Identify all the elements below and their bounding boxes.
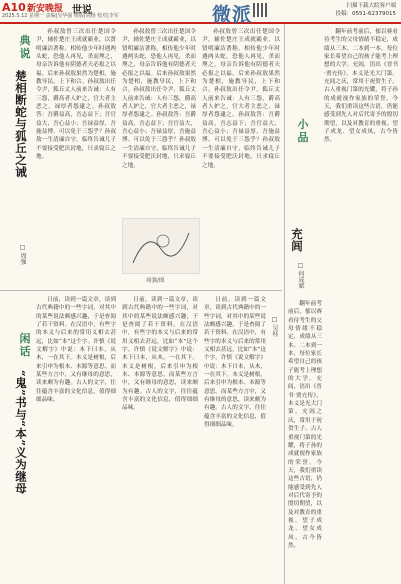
qr-code-icon[interactable]: [253, 3, 267, 17]
article-headline: 充闾: [290, 228, 304, 252]
page-number: A10: [2, 1, 26, 14]
illustration-caption: 周强/图: [146, 278, 165, 284]
illustration: [122, 218, 200, 274]
article-headline: “鬼”书与“本”义为继母: [14, 370, 28, 495]
app-promo: [300, 2, 396, 18]
article-body: 翻年前考前后，郁以赛看待考生的父母情绪不稳定，成绩从三本、二本到一本，每位家长希望自己的孩子能考上理想的大学。充闾，语出《晋书·贾充传》，本义是光大门第。充闾之庆，常用于祝贺生子。古人重视门第的光耀，将子孙的成就视作家族的荣誉。今天，我们重读这些古语，仍能感受到先人对后代寄予的殷切期望，以及对教育的重视。望子成龙、望女成凤，古今皆然。: [324, 29, 398, 144]
article-body: 孙叔敖曾三次出任楚国令尹，辅佐楚庄王成就霸业，以贤明廉洁著称。相传他少年时遇两头蛇，恐他人再见，杀而埋之，母亲告诉他有阴德者天必报之以福。后来孙叔敖果然为楚相，施教导民，上下和合。孙叔敖出任令尹，狐丘丈人前来告诫：人有三怨，爵高者人妒之，官大者主恶之，禄厚者怨逮之。孙叔敖答：吾爵益高，吾志益下；吾官益大，吾心益小；吾禄益厚，吾施益博。可以免于三怨乎？孙叔敖一生清廉自守，临终告诫儿子不要接受肥沃封地，只求寝丘之地。: [202, 29, 280, 169]
section-divider: [0, 290, 282, 291]
article-author: □ 周强: [19, 244, 26, 265]
article-author: □ 何成斌: [297, 262, 304, 289]
article-body: 孙叔敖曾三次出任楚国令尹，辅佐楚庄王成就霸业，以贤明廉洁著称。相传他少年时遇两头蛇，恐他人再见，杀而埋之，母亲告诉他有阴德者天必报之以福。后来孙叔敖果然为楚相，施教导民，上下和合。孙叔敖出任令尹，狐丘丈人前来告诫：人有三怨，爵高者人妒之，官大者主恶之，禄厚者怨逮之。孙叔敖答：吾爵益高，吾志益下；吾官益大，吾心益小；吾禄益厚，吾施益博。可以免于三怨乎？孙叔敖一生清廉自守，临终告诫儿子不要接受肥沃封地，只求寝丘之地。: [36, 29, 116, 161]
newspaper-name: 新安晚报: [27, 4, 64, 14]
promo-line: 扫描下载大皖客户端: [346, 3, 396, 9]
article-body: 孙叔敖曾三次出任楚国令尹，辅佐楚庄王成就霸业，以贤明廉洁著称。相传他少年时遇两头蛇，恐他人再见，杀而埋之，母亲告诉他有阴德者天必报之以福。后来孙叔敖果然为楚相，施教导民，上下和合。孙叔敖出任令尹，狐丘丈人前来告诫：人有三怨，爵高者人妒之，官大者主恶之，禄厚者怨逮之。孙叔敖答：吾爵益高，吾志益下；吾官益大，吾心益小；吾禄益厚，吾施益博。可以免于三怨乎？孙叔敖一生清廉自守，临终告诫儿子不要接受肥沃封地，只求寝丘之地。: [122, 29, 196, 169]
article-body: 日前，读到一篇文章，谈到古代典籍中的一些字词，对其中的某些说法颇感兴趣，于是查阅了若干资料。在汉语中，有些字的本义与后来的常用义相去甚远，比如“本”这个字。许慎《说文解字》中说：木下曰本，从木，一在其下。本义是树根，后来引申为根本、本源等意思。而某些方言中，又有继母的意思，读来颇为有趣。古人的文字，往往蕴含丰富的文化信息，值得细细品味。: [122, 297, 198, 412]
article-body: 翻年前考前后，郁以赛看待考生的父母情绪不稳定，成绩从三本、二本到一本，每位家长希望自己的孩子能考上理想的大学。充闾，语出《晋书·贾充传》，本义是光大门第。充闾之庆，常用于祝贺生子。古人重视门第的光耀，将子孙的成就视作家族的荣誉。今天，我们重读这些古语，仍能感受到先人对后代寄予的殷切期望，以及对教育的重视。望子成龙、望女成凤，古今皆然。: [288, 301, 322, 549]
section-title: 世说: [72, 5, 92, 16]
promo-line: 投稿：0551-62379015: [335, 11, 396, 17]
column-tag-essay: 小 品: [297, 118, 309, 144]
article-body: 日前，读到一篇文章，谈到古代典籍中的一些字词，对其中的某些说法颇感兴趣，于是查阅了若干资料。在汉语中，有些字的本义与后来的常用义相去甚远，比如“本”这个字。许慎《说文解字》中说：木下曰本，从木，一在其下。本义是树根，后来引申为根本、本源等意思。而某些方言中，又有继母的意思，读来颇为有趣。古人的文字，往往蕴含丰富的文化信息，值得细细品味。: [204, 297, 266, 429]
column-brand: 微派: [212, 4, 253, 26]
column-tag-classic: 典 说: [19, 34, 31, 60]
article-body: 日前，读到一篇文章，谈到古代典籍中的一些字词，对其中的某些说法颇感兴趣，于是查阅了若干资料。在汉语中，有些字的本义与后来的常用义相去甚远，比如“本”这个字。许慎《说文解字》中说：木下曰本，从木，一在其下。本义是树根，后来引申为根本、本源等意思。而某些方言中，又有继母的意思，读来颇为有趣。古人的文字，往往蕴含丰富的文化信息，值得细细品味。: [36, 297, 116, 404]
page-header: [0, 0, 401, 24]
column-tag-chat: 闲 话: [19, 332, 31, 358]
column-divider: [284, 24, 285, 584]
article-headline: 楚相断蛇与狐丘之诫: [14, 70, 28, 178]
ink-drawing-icon: [123, 219, 199, 273]
editor-meta: 2025.5.12 星期一 责编|吴华强 组版|胡杨 校对|李军: [2, 13, 119, 19]
article-author: □ 吴桂: [271, 316, 278, 337]
